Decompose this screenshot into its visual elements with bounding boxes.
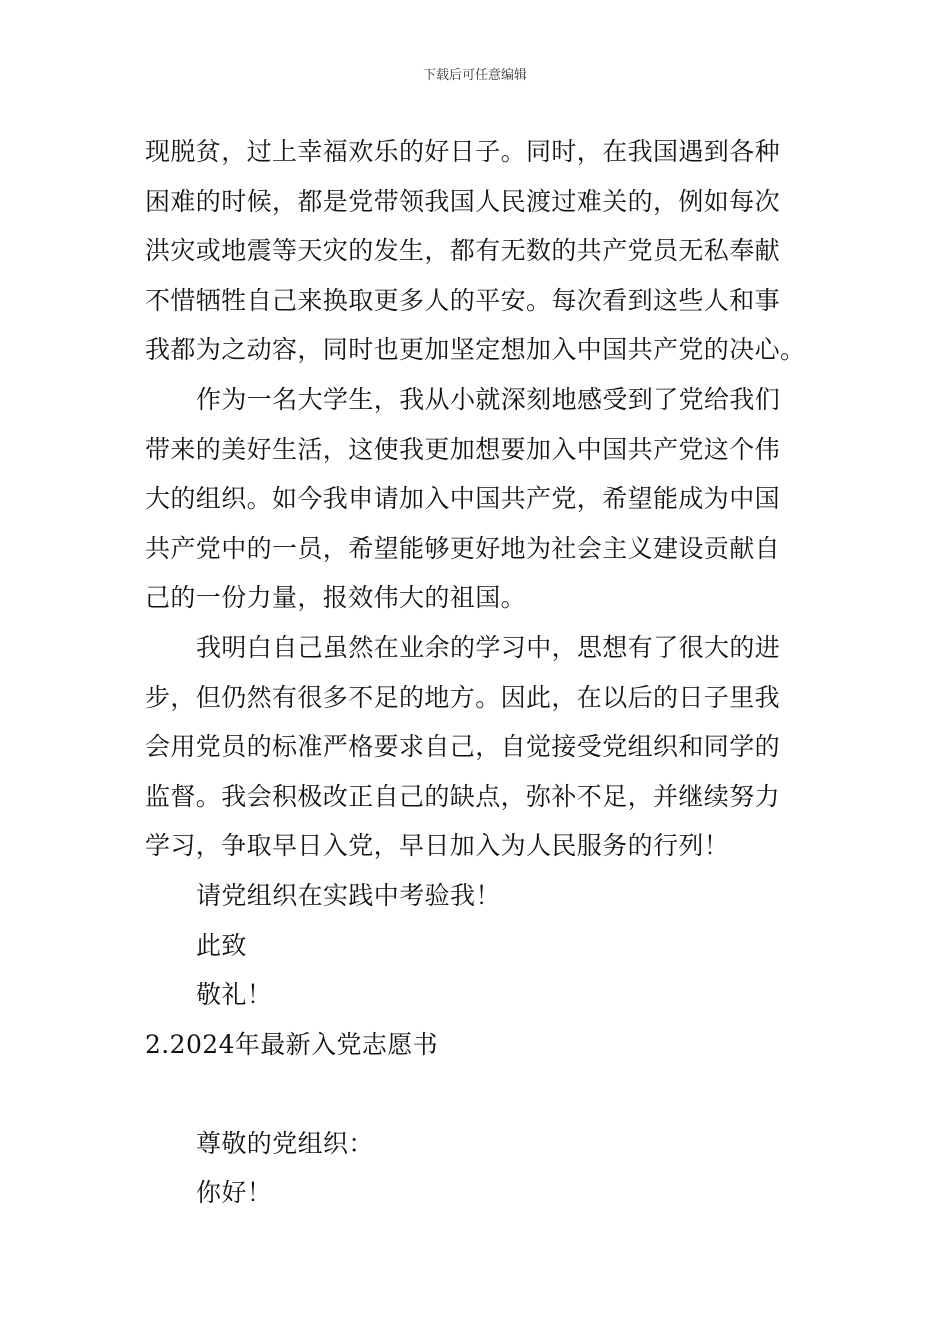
document-body	[145, 127, 825, 1218]
page-header-note: 下载后可任意编辑	[422, 68, 527, 83]
text-line: 会用党员的标准严格要求自己，自觉接受党组织和同学的	[145, 732, 781, 762]
greeting-line: 尊敬的党组织：	[196, 1128, 374, 1158]
text-line: 己的一份力量，报效伟大的祖国。	[145, 583, 527, 613]
text-line: 洪灾或地震等天灾的发生，都有无数的共产党员无私奉献	[145, 236, 781, 266]
paragraph-start-line: 我明白自己虽然在业余的学习中，思想有了很大的进	[196, 632, 781, 662]
closing-request-line: 请党组织在实践中考验我！	[196, 880, 501, 910]
text-line: 带来的美好生活，这使我更加想要加入中国共产党这个伟	[145, 434, 781, 464]
text-line: 现脱贫，过上幸福欢乐的好日子。同时，在我国遇到各种	[145, 137, 781, 166]
text-line: 我都为之动容，同时也更加坚定想加入中国共产党的决心。	[145, 335, 806, 365]
text-line: 困难的时候，都是党带领我国人民渡过难关的，例如每次	[145, 186, 781, 216]
text-line: 步，但仍然有很多不足的地方。因此，在以后的日子里我	[145, 682, 781, 712]
text-line: 大的组织。如今我申请加入中国共产党，希望能成为中国	[145, 484, 781, 514]
section-heading: 2.2024年最新入党志愿书	[145, 1029, 439, 1059]
text-line: 监督。我会积极改正自己的缺点，弥补不足，并继续努力	[145, 781, 781, 811]
salutation-line: 敬礼！	[196, 980, 273, 1010]
text-line: 不惜牺牲自己来换取更多人的平安。每次看到这些人和事	[145, 285, 781, 315]
greeting-line: 你好！	[196, 1178, 273, 1208]
text-line: 共产党中的一员，希望能够更好地为社会主义建设贡献自	[145, 533, 781, 563]
blank-line	[145, 1069, 825, 1119]
paragraph-start-line: 作为一名大学生，我从小就深刻地感受到了党给我们	[196, 384, 781, 414]
text-line: 学习，争取早日入党，早日加入为人民服务的行列！	[145, 831, 730, 861]
salutation-line: 此致	[196, 930, 247, 960]
